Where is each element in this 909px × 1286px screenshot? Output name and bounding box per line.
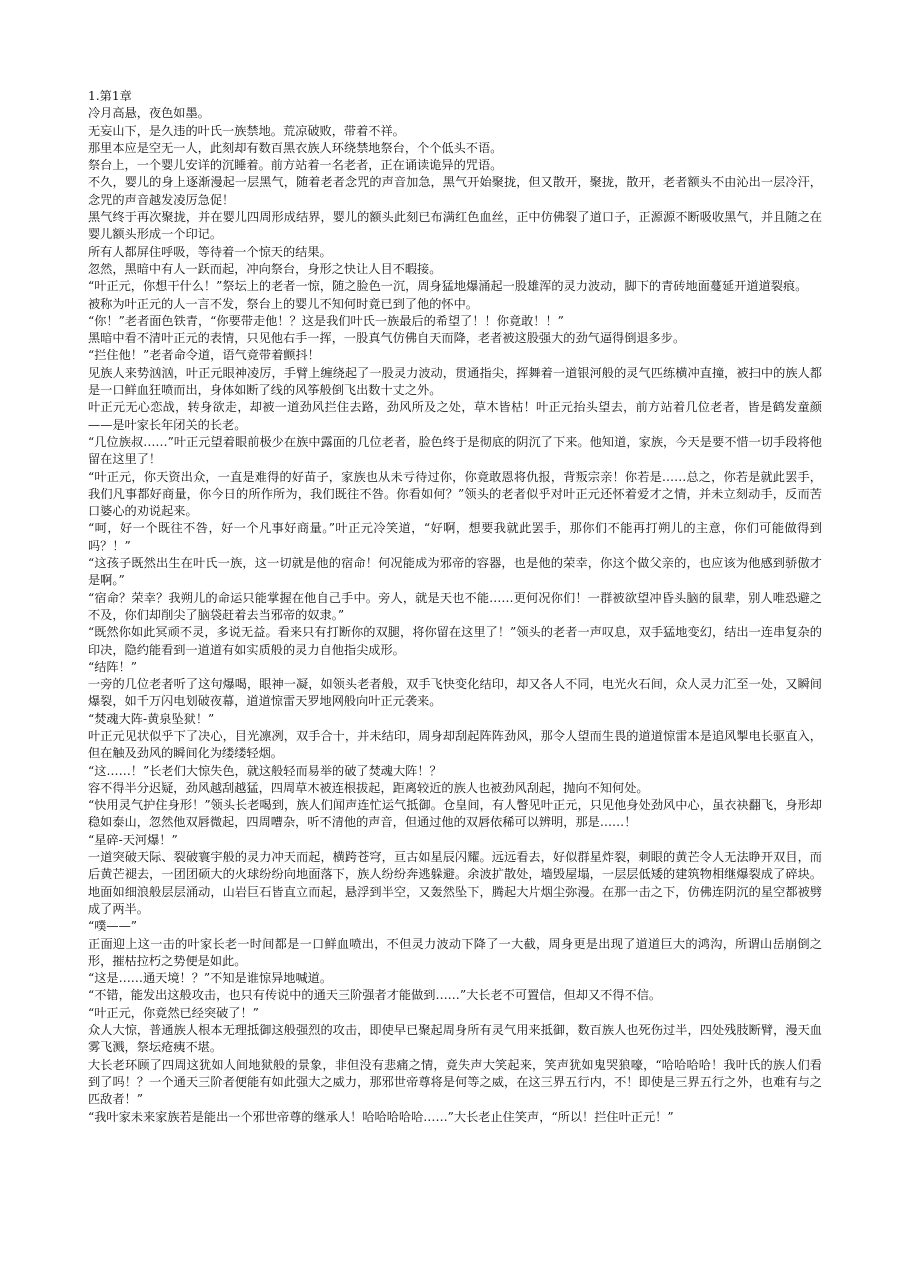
- paragraph: “这……！”长老们大惊失色，就这般轻而易举的破了焚魂大阵！？: [88, 763, 442, 778]
- paragraph: “叶正元，你竟然已经突破了！”: [88, 1005, 259, 1020]
- paragraph: 祭台上，一个婴儿安详的沉睡着。前方站着一名老者，正在诵读诡异的咒语。: [88, 158, 503, 173]
- paragraph: “宿命？荣幸？我朔儿的命运只能掌握在他自己手中。旁人，就是天也不能……更何况你们！一群被欲望冲昏头脑的鼠辈，别人唯恐避之不及，你们却削尖了脑袋赶着去当邪帝的奴隶。”: [88, 590, 822, 622]
- paragraph: 黑暗中看不清叶正元的表情，只见他右手一挥，一股真气仿佛自天而降，老者被这股强大的劲气逼得倒退多步。: [88, 331, 686, 346]
- chapter-body: [88, 105, 822, 1126]
- paragraph: “快用灵气护住身形！”领头长老喝到，族人们闻声连忙运气抵御。仓皇间，有人瞥见叶正元，只见他身处劲风中心，虽衣袂翻飞，身形却稳如泰山，忽然他双唇微起，四周嘈杂，听不清他的声音，但通过他的双唇依稀可以辨明，那是……！: [88, 798, 822, 830]
- paragraph: 忽然，黑暗中有人一跃而起，冲向祭台，身形之快让人目不暇接。: [88, 261, 442, 276]
- paragraph: “我叶家未来家族若是能出一个邪世帝尊的继承人！哈哈哈哈哈……”大长老止住笑声，“所以！拦住叶正元！”: [88, 1109, 674, 1124]
- paragraph: “叶正元，你想干什么！”祭坛上的老者一惊，随之脸色一沉，周身猛地爆涌起一股雄浑的灵力波动，脚下的青砖地面蔓延开道道裂痕。: [88, 279, 808, 294]
- chapter-title: 1.第1章: [88, 89, 132, 103]
- paragraph: 一道突破天际、裂破寰宇般的灵力冲天而起，横跨苍穹，亘古如星辰闪耀。远远看去，好似群星炸裂，刺眼的黄芒令人无法睁开双目，而后黄芒褪去，一团团硕大的火球纷纷向地面落下，族人纷纷奔逃躲避。余波扩散处，墙毁屋塌，一层层低矮的建筑物相继爆裂成了碎块。地面如细浪般层层涌动，山岩巨石皆直立而起，悬浮到半空，又轰然坠下，腾起大片烟尘弥漫。在那一击之下，仿佛连阴沉的星空都被劈成了两半。: [88, 850, 822, 916]
- paragraph: “你！”老者面色铁青，“你要带走他！？这是我们叶氏一族最后的希望了！！你竟敢！！”: [88, 313, 564, 328]
- paragraph: “拦住他！”老者命令道，语气竟带着颤抖！: [88, 348, 320, 363]
- paragraph: 冷月高悬，夜色如墨。: [88, 106, 210, 121]
- paragraph: 被称为叶正元的人一言不发，祭台上的婴儿不知何时竟已到了他的怀中。: [88, 296, 478, 311]
- paragraph: 正面迎上这一击的叶家长老一时间都是一口鲜血喷出，不但灵力波动下降了一大截，周身更是出现了道道巨大的鸿沟，所谓山岳崩倒之形，摧枯拉朽之势便是如此。: [88, 936, 822, 968]
- paragraph: 容不得半分迟疑，劲风越刮越猛，四周草木被连根拔起，距离较近的族人也被劲风刮起，抛向不知何处。: [88, 780, 649, 795]
- paragraph: 见族人来势汹汹，叶正元眼神凌厉，手臂上缠绕起了一股灵力波动，贯通指尖，挥舞着一道银河般的灵气匹练横冲直撞，被扫中的族人都是一口鲜血狂喷而出，身体如断了线的风筝般倒飞出数十丈之外。: [88, 365, 822, 398]
- paragraph: “既然你如此冥顽不灵，多说无益。看来只有打断你的双腿，将你留在这里了！”领头的老者一声叹息，双手猛地变幻，结出一连串复杂的印决，隐约能看到一道道有如实质般的灵力自他指尖成形。: [88, 625, 822, 657]
- paragraph: 大长老环顾了四周这犹如人间地狱般的景象，非但没有悲痛之情，竟失声大笑起来，笑声犹如鬼哭狼嚎，“哈哈哈哈！我叶氏的族人们看到了吗！？一个通天三阶者便能有如此强大之威力，那邪世帝尊将是何等之威，在这三界五行内，不！即使是三界五行之外，也难有与之匹敌者！”: [88, 1057, 822, 1107]
- paragraph: 黑气终于再次聚拢，并在婴儿四周形成结界，婴儿的额头此刻已布满红色血丝，正中仿佛裂了道口子，正源源不断吸收黑气，并且随之在婴儿额头形成一个印记。: [88, 210, 822, 242]
- paragraph: “这孩子既然出生在叶氏一族，这一切就是他的宿命！何况能成为邪帝的容器，也是他的荣幸，你这个做父亲的，也应该为他感到骄傲才是啊。”: [88, 556, 822, 588]
- paragraph: 所有人都屏住呼吸，等待着一个惊天的结果。: [88, 244, 332, 259]
- paragraph: 无妄山下，是久违的叶氏一族禁地。荒凉破败，带着不祥。: [88, 123, 405, 138]
- paragraph: “噗——”: [88, 919, 138, 934]
- document-page: [88, 88, 822, 1126]
- paragraph: 那里本应是空无一人，此刻却有数百黑衣族人环绕禁地祭台，个个低头不语。: [88, 140, 503, 155]
- paragraph: 叶正元无心恋战，转身欲走，却被一道劲风拦住去路，劲风所及之处，草木皆枯！叶正元抬头望去，前方站着几位老者，皆是鹤发童颜——是叶家长年闭关的长老。: [88, 400, 822, 432]
- paragraph: “这是……通天境！？”不知是谁惊异地喊道。: [88, 971, 333, 986]
- paragraph: “几位族叔……”叶正元望着眼前极少在族中露面的几位老者，脸色终于是彻底的阴沉了下来。他知道，家族，今天是要不惜一切手段将他留在这里了！: [88, 434, 822, 467]
- paragraph: “呵，好一个既往不咎，好一个凡事好商量。”叶正元冷笑道，“好啊，想要我就此罢手，那你们不能再打朔儿的主意，你们可能做得到吗？！”: [88, 521, 822, 553]
- paragraph: 叶正元见状似乎下了决心，目光凛冽，双手合十，并未结印，周身却刮起阵阵劲风，那令人望而生畏的道道惊雷本是追风掣电长驱直入，但在触及劲风的瞬间化为缕缕轻烟。: [88, 728, 822, 761]
- paragraph: “焚魂大阵-黄泉坠狱！”: [88, 711, 215, 726]
- paragraph: “结阵！”: [88, 659, 138, 674]
- paragraph: “叶正元，你天资出众，一直是难得的好苗子，家族也从未亏待过你，你竟敢恩将仇报，背叛宗亲！你若是……总之，你若是就此罢手，我们凡事都好商量，你今日的所作所为，我们既往不咎。你看如何？”领头的老者似乎对叶正元还怀着爱才之情，并未立刻动手，反而苦口婆心的劝说起来。: [88, 469, 822, 519]
- paragraph: “不错，能发出这般攻击，也只有传说中的通天三阶强者才能做到……”大长老不可置信，但却又不得不信。: [88, 988, 662, 1003]
- paragraph: 不久，婴儿的身上逐渐漫起一层黑气，随着老者念咒的声音加急，黑气开始聚拢，但又散开，聚拢，散开，老者额头不由沁出一层冷汗，念咒的声音越发凌厉急促！: [88, 175, 822, 207]
- paragraph: “星碎-天河爆！”: [88, 832, 178, 847]
- paragraph: 众人大惊，普通族人根本无理抵御这般强烈的攻击，即使早已聚起周身所有灵气用来抵御，数百族人也死伤过半，四处残肢断臂，漫天血雾飞溅，祭坛疮痍不堪。: [88, 1023, 822, 1055]
- paragraph: 一旁的几位老者听了这句爆喝，眼神一凝，如领头老者般，双手飞快变化结印，却又各人不同，电光火石间，众人灵力汇至一处，又瞬间爆裂，如千万闪电划破夜幕，道道惊雷天罗地网般向叶正元袭来。: [88, 677, 822, 709]
